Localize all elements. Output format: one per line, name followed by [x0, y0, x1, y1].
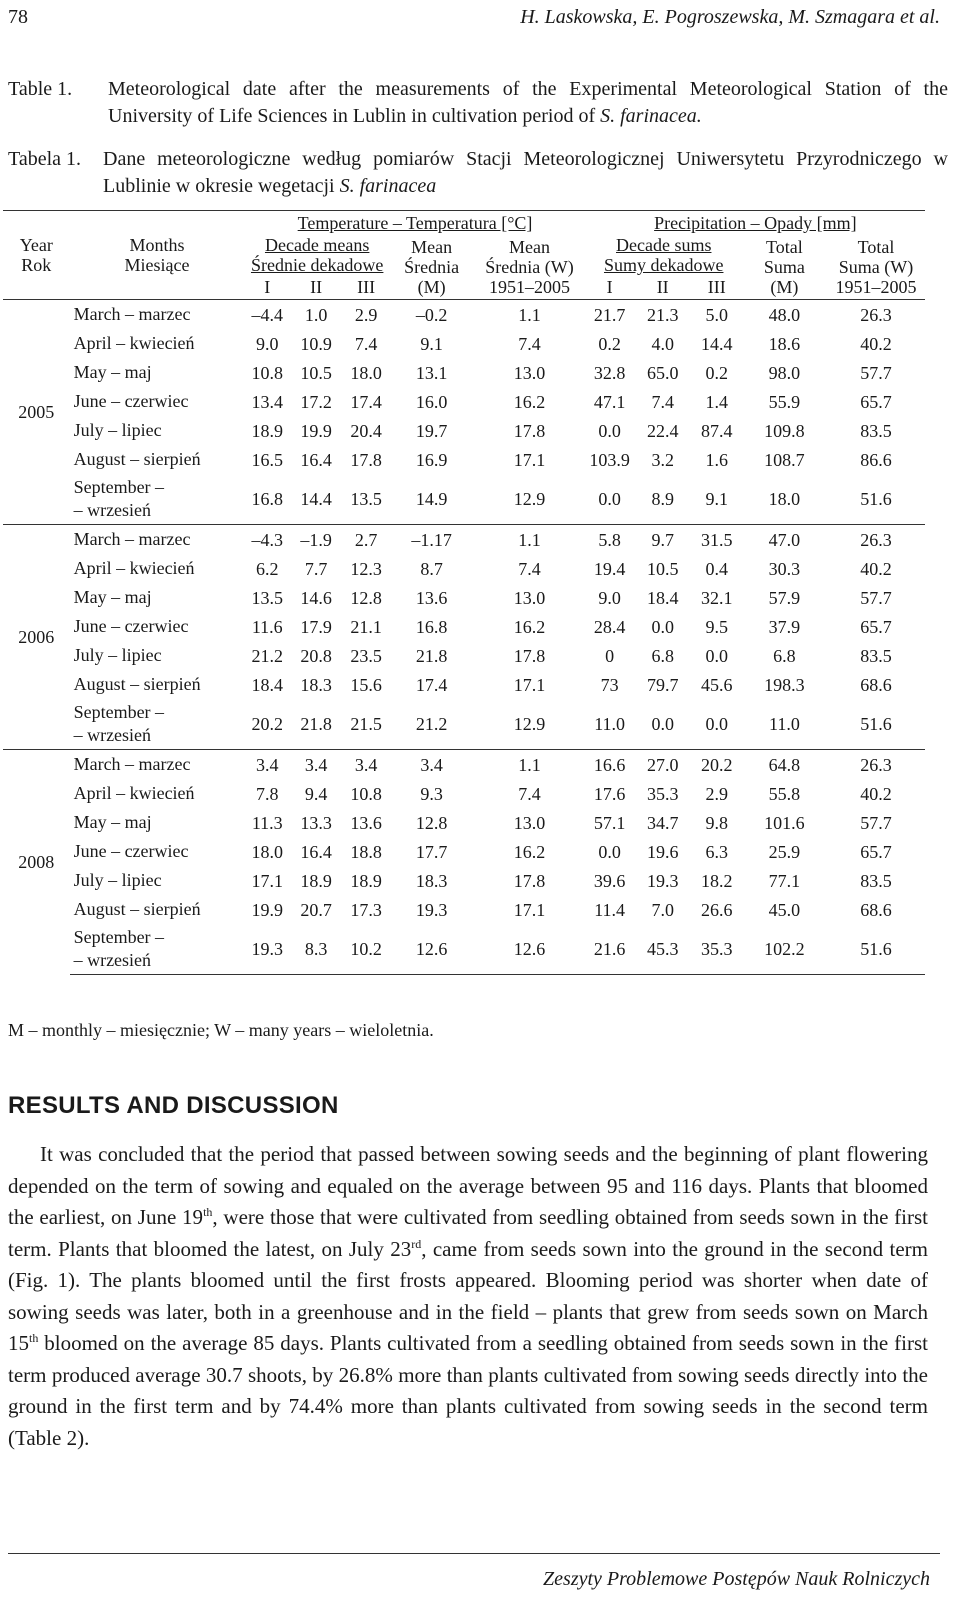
value-cell-tw: 16.2: [513, 841, 546, 862]
caption-label: Tabela 1.: [8, 148, 82, 170]
value-cell-pm: 55.8: [768, 783, 801, 804]
value-cell-tm: 3.4: [390, 750, 473, 780]
decade-header: I: [586, 275, 634, 300]
value-cell-t3: 17.4: [350, 391, 382, 412]
month-cell: August – sierpień: [73, 899, 201, 919]
month-cell: May – maj: [73, 587, 152, 607]
table-caption-polish: [8, 146, 948, 206]
value-cell-t2: 20.7: [300, 899, 332, 920]
value-cell-pm: 6.8: [773, 645, 796, 666]
value-cell-tw: 7.4: [518, 783, 541, 804]
table-row: [3, 329, 925, 358]
value-cell-t3: 3.4: [342, 750, 390, 780]
value-cell-p1: 19.4: [593, 558, 626, 579]
value-cell-p1: 47.1: [593, 391, 626, 412]
value-cell-p1: 0: [605, 645, 615, 666]
value-cell-p1: 16.6: [586, 750, 634, 780]
value-cell-p2: 79.7: [646, 674, 679, 695]
table-row: [3, 641, 925, 670]
value-cell-t1: 13.5: [251, 587, 284, 608]
value-cell-t2: 16.4: [300, 841, 332, 862]
value-cell-pm: 37.9: [768, 616, 801, 637]
value-cell-p1: 28.4: [593, 616, 626, 637]
value-cell-p3: 0.2: [705, 362, 729, 383]
value-cell-p1: 9.0: [598, 587, 621, 608]
value-cell-p3: 0.4: [705, 558, 729, 579]
value-cell-p1: 21.6: [586, 924, 634, 975]
month-cell: June – czerwiec: [73, 391, 189, 411]
value-cell-t2: 20.8: [300, 645, 332, 666]
value-cell-p3: 35.3: [692, 924, 742, 975]
value-cell-pw: 83.5: [860, 645, 892, 666]
value-cell-pw: 83.5: [860, 870, 892, 891]
table-row: [3, 387, 925, 416]
value-cell-t2: 17.9: [300, 616, 332, 637]
value-cell-pm: 25.9: [768, 841, 801, 862]
value-cell-p1: 5.8: [586, 525, 634, 555]
value-cell-t3: 12.3: [350, 558, 382, 579]
value-cell-t1: 3.4: [244, 750, 290, 780]
value-cell-p3: 45.6: [701, 674, 733, 695]
value-cell-tw: 13.0: [513, 362, 546, 383]
value-cell-p3: 87.4: [701, 420, 733, 441]
value-cell-pm: 98.0: [768, 362, 801, 383]
month-cell: August – sierpień: [73, 449, 201, 469]
value-cell-pw: 40.2: [860, 783, 892, 804]
table-row: [3, 699, 925, 750]
table-row: [3, 474, 925, 525]
value-cell-t2: 18.3: [300, 674, 332, 695]
value-cell-t1: 21.2: [251, 645, 284, 666]
value-cell-tm: 13.6: [415, 587, 448, 608]
value-cell-t1: 18.0: [251, 841, 284, 862]
month-cell: May – maj: [73, 812, 152, 832]
value-cell-t3: 13.6: [350, 812, 382, 833]
table-row: [3, 445, 925, 474]
total-monthly-header: Total Suma (M): [763, 237, 805, 297]
value-cell-p2: 7.0: [651, 899, 674, 920]
value-cell-pm: 109.8: [764, 420, 805, 441]
value-cell-t1: 7.8: [256, 783, 279, 804]
value-cell-tw: 1.1: [473, 300, 585, 330]
value-cell-p2: 8.9: [651, 489, 674, 509]
species-name: S. farinacea: [339, 175, 437, 197]
value-cell-p2: 9.7: [634, 525, 692, 555]
table-row: [3, 750, 925, 780]
value-cell-t1: –4.4: [244, 300, 290, 330]
caption-label: Table 1.: [8, 78, 73, 100]
value-cell-p2: 10.5: [646, 558, 679, 579]
month-cell: September – – wrzesień: [70, 924, 245, 975]
decade-header: II: [290, 275, 342, 300]
value-cell-t2: 17.2: [300, 391, 332, 412]
running-head-authors: H. Laskowska, E. Pogroszewska, M. Szmagara et al.: [520, 6, 940, 28]
value-cell-pw: 68.6: [860, 674, 892, 695]
value-cell-t1: 16.5: [251, 449, 284, 470]
value-cell-tw: 7.4: [518, 558, 541, 579]
month-cell: July – lipiec: [73, 870, 162, 890]
value-cell-t1: 11.3: [251, 812, 283, 833]
value-cell-t3: 18.9: [350, 870, 382, 891]
value-cell-pw: 86.6: [860, 449, 892, 470]
value-cell-p2: 3.2: [651, 449, 674, 470]
value-cell-p3: 9.5: [705, 616, 729, 637]
value-cell-t1: 6.2: [256, 558, 279, 579]
month-cell: August – sierpień: [73, 674, 201, 694]
value-cell-pw: 68.6: [860, 899, 892, 920]
value-cell-t3: 21.5: [350, 714, 382, 734]
value-cell-tw: 1.1: [473, 750, 585, 780]
value-cell-tm: 16.8: [415, 616, 448, 637]
value-cell-t2: 9.4: [304, 783, 328, 804]
table-caption-english: [8, 76, 948, 136]
value-cell-p3: 5.0: [692, 300, 742, 330]
value-cell-p1: 0.2: [598, 333, 621, 354]
value-cell-p3: 0.0: [705, 645, 729, 666]
value-cell-p3: 18.2: [701, 870, 733, 891]
value-cell-t2: 10.9: [300, 333, 332, 354]
value-cell-pm: 11.0: [769, 714, 800, 734]
value-cell-p2: 0.0: [651, 714, 674, 734]
value-cell-t3: 20.4: [350, 420, 382, 441]
value-cell-t2: 1.0: [290, 300, 342, 330]
value-cell-tm: 18.3: [415, 870, 448, 891]
value-cell-tw: 13.0: [513, 587, 546, 608]
value-cell-t2: 13.3: [300, 812, 332, 833]
value-cell-p2: 34.7: [646, 812, 679, 833]
value-cell-pw: 51.6: [860, 489, 892, 509]
value-cell-p2: 19.3: [646, 870, 679, 891]
caption-text: Dane meteorologiczne według pomiarów Stacji Meteorologicznej Uniwersytetu Przyrodniczego w Lublinie w okresie wegetacji S. farinacea: [103, 148, 948, 197]
value-cell-tw: 12.9: [513, 714, 546, 734]
section-heading: RESULTS AND DISCUSSION: [8, 1092, 339, 1119]
value-cell-tw: 12.9: [513, 489, 546, 509]
value-cell-p3: 32.1: [701, 587, 733, 608]
month-cell: June – czerwiec: [73, 616, 189, 636]
value-cell-tm: 14.9: [415, 489, 448, 509]
value-cell-tm: 8.7: [420, 558, 443, 579]
value-cell-p1: 11.4: [594, 899, 626, 920]
table-row: [3, 670, 925, 699]
species-name: S. farinacea.: [600, 105, 702, 127]
month-cell: April – kwiecień: [73, 333, 195, 353]
value-cell-p3: 14.4: [701, 333, 733, 354]
value-cell-pw: 65.7: [860, 391, 892, 412]
value-cell-tw: 16.2: [513, 391, 546, 412]
value-cell-tm: 16.9: [415, 449, 448, 470]
page-header: [8, 6, 940, 32]
body-text: [8, 1139, 928, 1454]
meteorological-table: [3, 210, 925, 975]
value-cell-pm: 198.3: [764, 674, 805, 695]
value-cell-pm: 30.3: [768, 558, 801, 579]
value-cell-tm: 9.3: [420, 783, 443, 804]
value-cell-p3: 9.1: [705, 489, 729, 509]
value-cell-p3: 2.9: [705, 783, 729, 804]
value-cell-pw: 40.2: [860, 333, 892, 354]
value-cell-tm: 13.1: [415, 362, 448, 383]
page-number: 78: [8, 6, 28, 28]
value-cell-p2: 45.3: [634, 924, 692, 975]
table-row: [3, 808, 925, 837]
table-row: [3, 583, 925, 612]
value-cell-t3: 21.1: [350, 616, 382, 637]
value-cell-t1: 10.8: [251, 362, 284, 383]
value-cell-pm: 48.0: [742, 300, 827, 330]
value-cell-pm: 102.2: [742, 924, 827, 975]
temperature-header: Temperature – Temperatura [°C]: [244, 211, 585, 236]
value-cell-pm: 45.0: [768, 899, 801, 920]
value-cell-pw: 57.7: [860, 362, 892, 383]
value-cell-t2: 8.3: [290, 924, 342, 975]
table-row: [3, 924, 925, 975]
value-cell-p1: 73: [600, 674, 619, 695]
value-cell-p3: 31.5: [692, 525, 742, 555]
value-cell-t1: 19.9: [251, 899, 284, 920]
value-cell-pm: 55.9: [768, 391, 801, 412]
value-cell-t1: 19.3: [244, 924, 290, 975]
value-cell-pw: 65.7: [860, 841, 892, 862]
table-row: [3, 554, 925, 583]
table-body: [3, 300, 925, 975]
value-cell-t1: 18.9: [251, 420, 284, 441]
value-cell-t3: 7.4: [354, 333, 378, 354]
decade-means-header: Decade means Średnie dekadowe: [250, 235, 384, 275]
table-row: [3, 837, 925, 866]
value-cell-t1: 13.4: [251, 391, 284, 412]
value-cell-pm: 18.6: [768, 333, 801, 354]
value-cell-t1: 9.0: [256, 333, 279, 354]
value-cell-pm: 57.9: [768, 587, 801, 608]
value-cell-t3: 13.5: [350, 489, 382, 509]
value-cell-t1: 17.1: [251, 870, 284, 891]
value-cell-t2: 16.4: [300, 449, 332, 470]
value-cell-pm: 64.8: [742, 750, 827, 780]
value-cell-p3: 1.6: [705, 449, 729, 470]
value-cell-p1: 0.0: [598, 841, 621, 862]
value-cell-p1: 103.9: [589, 449, 630, 470]
month-cell: March – marzec: [70, 750, 245, 780]
value-cell-p3: 26.6: [701, 899, 733, 920]
value-cell-pw: 57.7: [860, 812, 892, 833]
value-cell-tw: 7.4: [518, 333, 541, 354]
value-cell-p2: 6.8: [651, 645, 674, 666]
value-cell-pw: 65.7: [860, 616, 892, 637]
value-cell-p3: 6.3: [705, 841, 729, 862]
value-cell-tm: 21.2: [415, 714, 448, 734]
value-cell-pw: 57.7: [860, 587, 892, 608]
value-cell-pm: 47.0: [742, 525, 827, 555]
month-cell: April – kwiecień: [73, 558, 195, 578]
value-cell-t2: 7.7: [304, 558, 328, 579]
value-cell-t1: 11.6: [251, 616, 283, 637]
value-cell-tm: 17.7: [415, 841, 448, 862]
month-cell: September – – wrzesień: [73, 702, 165, 745]
value-cell-tm: 12.8: [415, 812, 448, 833]
month-cell: March – marzec: [70, 300, 245, 330]
table-footnote: M – monthly – miesięcznie; W – many years – wieloletnia.: [8, 1020, 434, 1040]
value-cell-tw: 13.0: [513, 812, 546, 833]
value-cell-pw: 26.3: [827, 525, 925, 555]
month-cell: July – lipiec: [73, 420, 162, 440]
table-row: [3, 895, 925, 924]
year-cell: 2006: [3, 525, 70, 750]
value-cell-pw: 26.3: [827, 300, 925, 330]
value-cell-t2: –1.9: [290, 525, 342, 555]
value-cell-t3: 15.6: [350, 674, 382, 695]
footer-rule: [8, 1553, 940, 1554]
decade-header: I: [244, 275, 290, 300]
table-row: [3, 300, 925, 330]
value-cell-p3: 20.2: [692, 750, 742, 780]
value-cell-tw: 1.1: [473, 525, 585, 555]
value-cell-t2: 21.8: [300, 714, 332, 734]
value-cell-t3: 10.8: [350, 783, 382, 804]
value-cell-t3: 23.5: [350, 645, 382, 666]
value-cell-t3: 17.8: [350, 449, 382, 470]
value-cell-t1: 16.8: [251, 489, 284, 509]
value-cell-pw: 40.2: [860, 558, 892, 579]
value-cell-p2: 27.0: [634, 750, 692, 780]
value-cell-p1: 0.0: [598, 420, 621, 441]
value-cell-t3: 10.2: [342, 924, 390, 975]
superscript: th: [203, 1205, 213, 1219]
value-cell-t2: 18.9: [300, 870, 332, 891]
value-cell-p1: 11.0: [594, 714, 626, 734]
value-cell-p2: 35.3: [646, 783, 679, 804]
value-cell-t2: 19.9: [300, 420, 332, 441]
decade-header: III: [692, 275, 742, 300]
value-cell-pm: 77.1: [768, 870, 801, 891]
value-cell-tm: 19.3: [415, 899, 448, 920]
value-cell-p2: 4.0: [651, 333, 674, 354]
value-cell-pw: 51.6: [827, 924, 925, 975]
value-cell-tw: 17.1: [513, 449, 546, 470]
month-cell: March – marzec: [70, 525, 245, 555]
value-cell-t2: 10.5: [300, 362, 332, 383]
value-cell-p2: 65.0: [646, 362, 679, 383]
value-cell-tm: –1.17: [390, 525, 473, 555]
value-cell-tm: 17.4: [415, 674, 448, 695]
value-cell-tm: 16.0: [415, 391, 448, 412]
value-cell-p2: 0.0: [651, 616, 674, 637]
value-cell-tm: –0.2: [390, 300, 473, 330]
value-cell-t2: 14.4: [300, 489, 332, 509]
value-cell-p3: 1.4: [705, 391, 729, 412]
table-row: [3, 779, 925, 808]
decade-sums-header: Decade sums Sumy dekadowe: [603, 235, 724, 275]
month-cell: June – czerwiec: [73, 841, 189, 861]
month-cell: September – – wrzesień: [73, 477, 165, 520]
mean-monthly-header: Mean Średnia (M): [404, 237, 460, 297]
value-cell-p1: 17.6: [593, 783, 626, 804]
value-cell-t3: 17.3: [350, 899, 382, 920]
value-cell-t2: 3.4: [290, 750, 342, 780]
value-cell-pw: 83.5: [860, 420, 892, 441]
value-cell-t3: 12.8: [350, 587, 382, 608]
value-cell-pm: 18.0: [768, 489, 801, 509]
value-cell-tm: 21.8: [415, 645, 448, 666]
value-cell-pm: 101.6: [764, 812, 805, 833]
value-cell-p1: 39.6: [593, 870, 626, 891]
journal-name: Zeszyty Problemowe Postępów Nauk Rolniczych: [543, 1568, 930, 1590]
value-cell-t2: 14.6: [300, 587, 332, 608]
value-cell-t3: 18.8: [350, 841, 382, 862]
precipitation-header: Precipitation – Opady [mm]: [586, 211, 925, 236]
value-cell-t3: 18.0: [350, 362, 382, 383]
value-cell-p1: 32.8: [593, 362, 626, 383]
value-cell-tm: 19.7: [415, 420, 448, 441]
month-cell: July – lipiec: [73, 645, 162, 665]
value-cell-t3: 2.9: [342, 300, 390, 330]
month-cell: May – maj: [73, 362, 152, 382]
value-cell-p2: 18.4: [646, 587, 679, 608]
value-cell-p1: 57.1: [593, 812, 626, 833]
value-cell-t1: –4.3: [244, 525, 290, 555]
value-cell-t1: 18.4: [251, 674, 284, 695]
month-cell: April – kwiecień: [73, 783, 195, 803]
value-cell-p2: 19.6: [646, 841, 679, 862]
year-cell: 2005: [3, 300, 70, 525]
total-multiyear-header: Total Suma (W) 1951–2005: [835, 237, 917, 297]
value-cell-tw: 17.8: [513, 870, 546, 891]
header-row-1: [3, 211, 925, 236]
value-cell-p2: 22.4: [646, 420, 679, 441]
superscript: th: [29, 1331, 39, 1345]
value-cell-p1: 0.0: [598, 489, 621, 509]
value-cell-p2: 7.4: [651, 391, 674, 412]
decade-header: II: [634, 275, 692, 300]
value-cell-tm: 9.1: [420, 333, 443, 354]
value-cell-tw: 16.2: [513, 616, 546, 637]
table-row: [3, 866, 925, 895]
value-cell-pw: 51.6: [860, 714, 892, 734]
mean-multiyear-header: Mean Średnia (W) 1951–2005: [485, 237, 574, 297]
year-header: Year Rok: [3, 211, 70, 300]
paragraph: It was concluded that the period that passed between sowing seeds and the beginning of plant flowering depended on the term of sowing and equaled on the average between 95 and 116 days. Plants that bloomed the earliest, on June 19th, were those that were cultivated from seedling obtained from seeds sown in the first term. Plants that bloomed the latest, on July 23rd, came from seeds sown into the ground in the second term (Fig. 1). The plants bloomed until the first frosts appeared. Blooming period was shorter when date of sowing seeds was later, both in a greenhouse and in the field – plants that grew from seeds sown on March 15th bloomed on the average 85 days. Plants cultivated from a seedling obtained from seeds sown in the first term produced average 30.7 shoots, by 26.8% more than plants cultivated from sowing seeds directly into the ground in the first term and by 74.4% more than plants cultivated from sowing seeds in the second term (Table 2).: [8, 1142, 929, 1450]
value-cell-t3: 2.7: [342, 525, 390, 555]
table-row: [3, 358, 925, 387]
superscript: rd: [411, 1236, 422, 1251]
value-cell-p2: 21.3: [634, 300, 692, 330]
value-cell-p3: 0.0: [705, 714, 729, 734]
value-cell-p1: 21.7: [586, 300, 634, 330]
year-cell: 2008: [3, 750, 70, 975]
value-cell-tw: 17.8: [513, 645, 546, 666]
value-cell-tw: 17.1: [513, 899, 546, 920]
table-row: [3, 525, 925, 555]
value-cell-tw: 17.8: [513, 420, 546, 441]
table-row: [3, 416, 925, 445]
value-cell-tw: 17.1: [513, 674, 546, 695]
caption-text: Meteorological date after the measurements of the Experimental Meteorological Station of the University of Life Sciences in Lublin in cultivation period of S. farinacea.: [108, 78, 948, 127]
value-cell-pw: 26.3: [827, 750, 925, 780]
value-cell-t1: 20.2: [251, 714, 284, 734]
value-cell-tm: 12.6: [390, 924, 473, 975]
table-row: [3, 612, 925, 641]
value-cell-pm: 108.7: [764, 449, 805, 470]
value-cell-tw: 12.6: [473, 924, 585, 975]
value-cell-p3: 9.8: [705, 812, 729, 833]
months-header: Months Miesiące: [70, 211, 245, 300]
decade-header: III: [342, 275, 390, 300]
